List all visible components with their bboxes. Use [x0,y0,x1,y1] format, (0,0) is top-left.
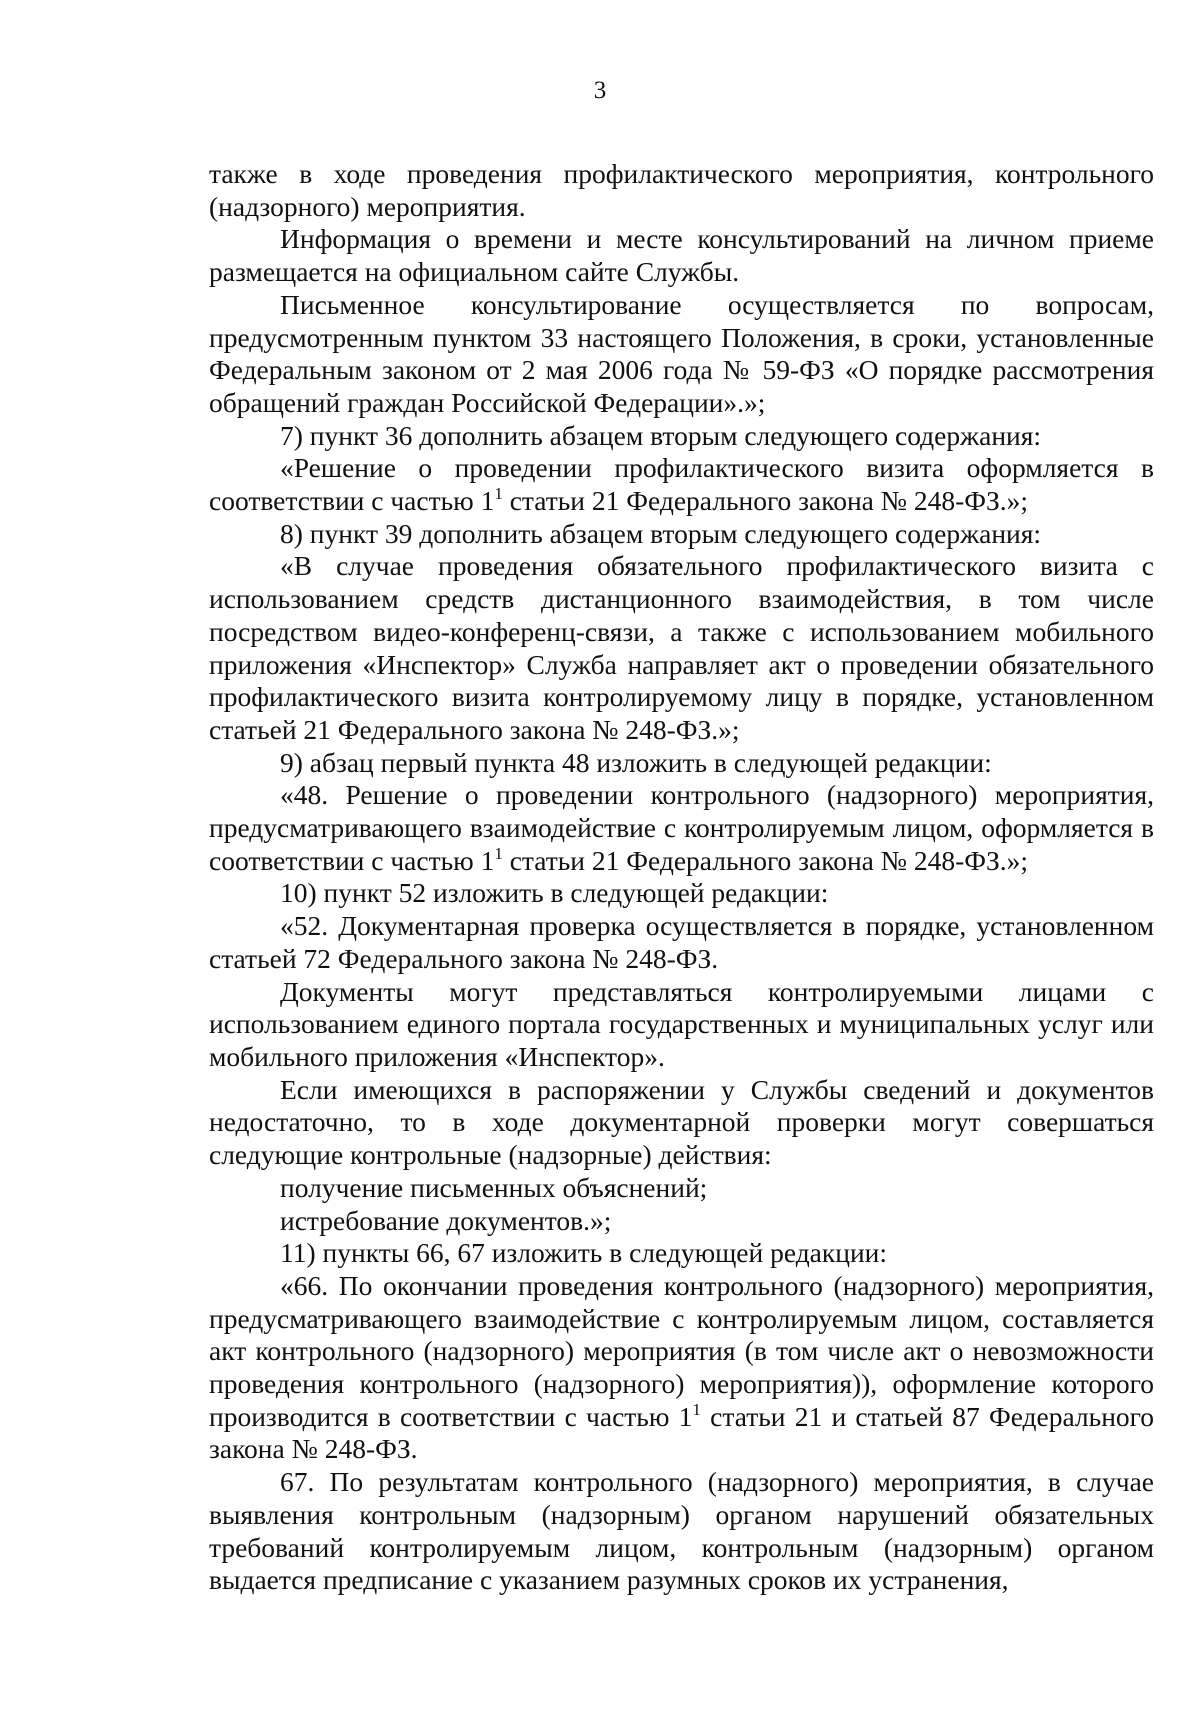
paragraph-item-9: 9) абзац первый пункта 48 изложить в следующей редакции: [280,746,992,778]
superscript: 1 [494,843,503,863]
paragraph-item-66 [209,1270,1154,1466]
paragraph-item-8: 8) пункт 39 дополнить абзацем вторым следующего содержания: [280,517,1042,549]
text-segment: статьи 21 Федерального закона № 248-ФЗ.»; [502,485,1029,517]
paragraph-written-consultation: Письменное консультирование осуществляется по вопросам, предусмотренным пунктом 33 настоящего Положения, в сроки, установленные Федеральным законом от 2 мая 2006 года № 59-ФЗ «О порядке рассмотрения обращений граждан Российской Федерации».»; [209,288,1154,418]
paragraph-insufficient-info: Если имеющихся в распоряжении у Службы сведений и документов недостаточно, то в ходе документарной проверки могут совершаться следующие контрольные (надзорные) действия: [209,1073,1154,1171]
paragraph-documents-request: истребование документов.»; [280,1204,612,1236]
paragraph-item-10: 10) пункт 52 изложить в следующей редакции: [280,877,829,909]
paragraph-continuation: также в ходе проведения профилактического мероприятия, контрольного (надзорного) мероприятия. [209,158,1154,222]
paragraph-consultation-info: Информация о времени и месте консультирований на личном приеме размещается на официальном сайте Службы. [209,223,1154,288]
page-number: 3 [593,77,607,104]
text-segment: «66. По окончании проведения контрольного (надзорного) мероприятия, предусматривающего взаимодействие с контролируемым лицом, составляется акт контрольного (надзорного) мероприятия (в том числе акт о невозможности проведения контрольного (надзорного) мероприятия)), оформление которого производится в соответствии с частью 1 [209,1269,1154,1432]
superscript: 1 [692,1399,701,1419]
paragraph-item-52: «52. Документарная проверка осуществляется в порядке, установленном статьей 72 Федерального закона № 248-ФЗ. [209,910,1154,974]
paragraph-item-11: 11) пункты 66, 67 изложить в следующей редакции: [280,1237,888,1269]
paragraph-item-7: 7) пункт 36 дополнить абзацем вторым следующего содержания: [280,419,1042,451]
text-segment: «48. Решение о проведении контрольного (надзорного) мероприятия, предусматривающего взаимодействие с контролируемым лицом, оформляется в соответствии с частью 1 [209,779,1154,876]
paragraph-item-67: 67. По результатам контрольного (надзорного) мероприятия, в случае выявления контрольным (надзорным) органом нарушений обязательных требований контролируемым лицом, контрольным (надзорным) органом выдается предписание с указанием разумных сроков их устранения, [209,1466,1154,1596]
paragraph-explanations: получение письменных объяснений; [280,1171,708,1203]
paragraph-item-8-text: «В случае проведения обязательного профилактического визита с использованием средств дистанционного взаимодействия, в том числе посредством видео-конференц-связи, а также с использованием мобильного приложения «Инспектор» Служба направляет акт о проведении обязательного профилактического визита контролируемому лицу в порядке, установленном статьей 21 Федерального закона № 248-ФЗ.»; [209,550,1154,745]
text-segment: «Решение о проведении профилактического визита оформляется в соответствии с частью 1 [209,452,1154,517]
paragraph-item-7-text [209,452,1154,517]
text-segment: статьи 21 и статьей 87 Федерального закона № 248-ФЗ. [209,1400,1155,1465]
text-segment: статьи 21 Федерального закона № 248-ФЗ.»; [502,844,1029,876]
paragraph-documents: Документы могут представляться контролируемыми лицами с использованием единого портала государственных и муниципальных услуг или мобильного приложения «Инспектор». [209,975,1154,1072]
document-body [209,158,1154,1597]
superscript: 1 [494,484,503,504]
paragraph-item-9-text [209,779,1154,877]
